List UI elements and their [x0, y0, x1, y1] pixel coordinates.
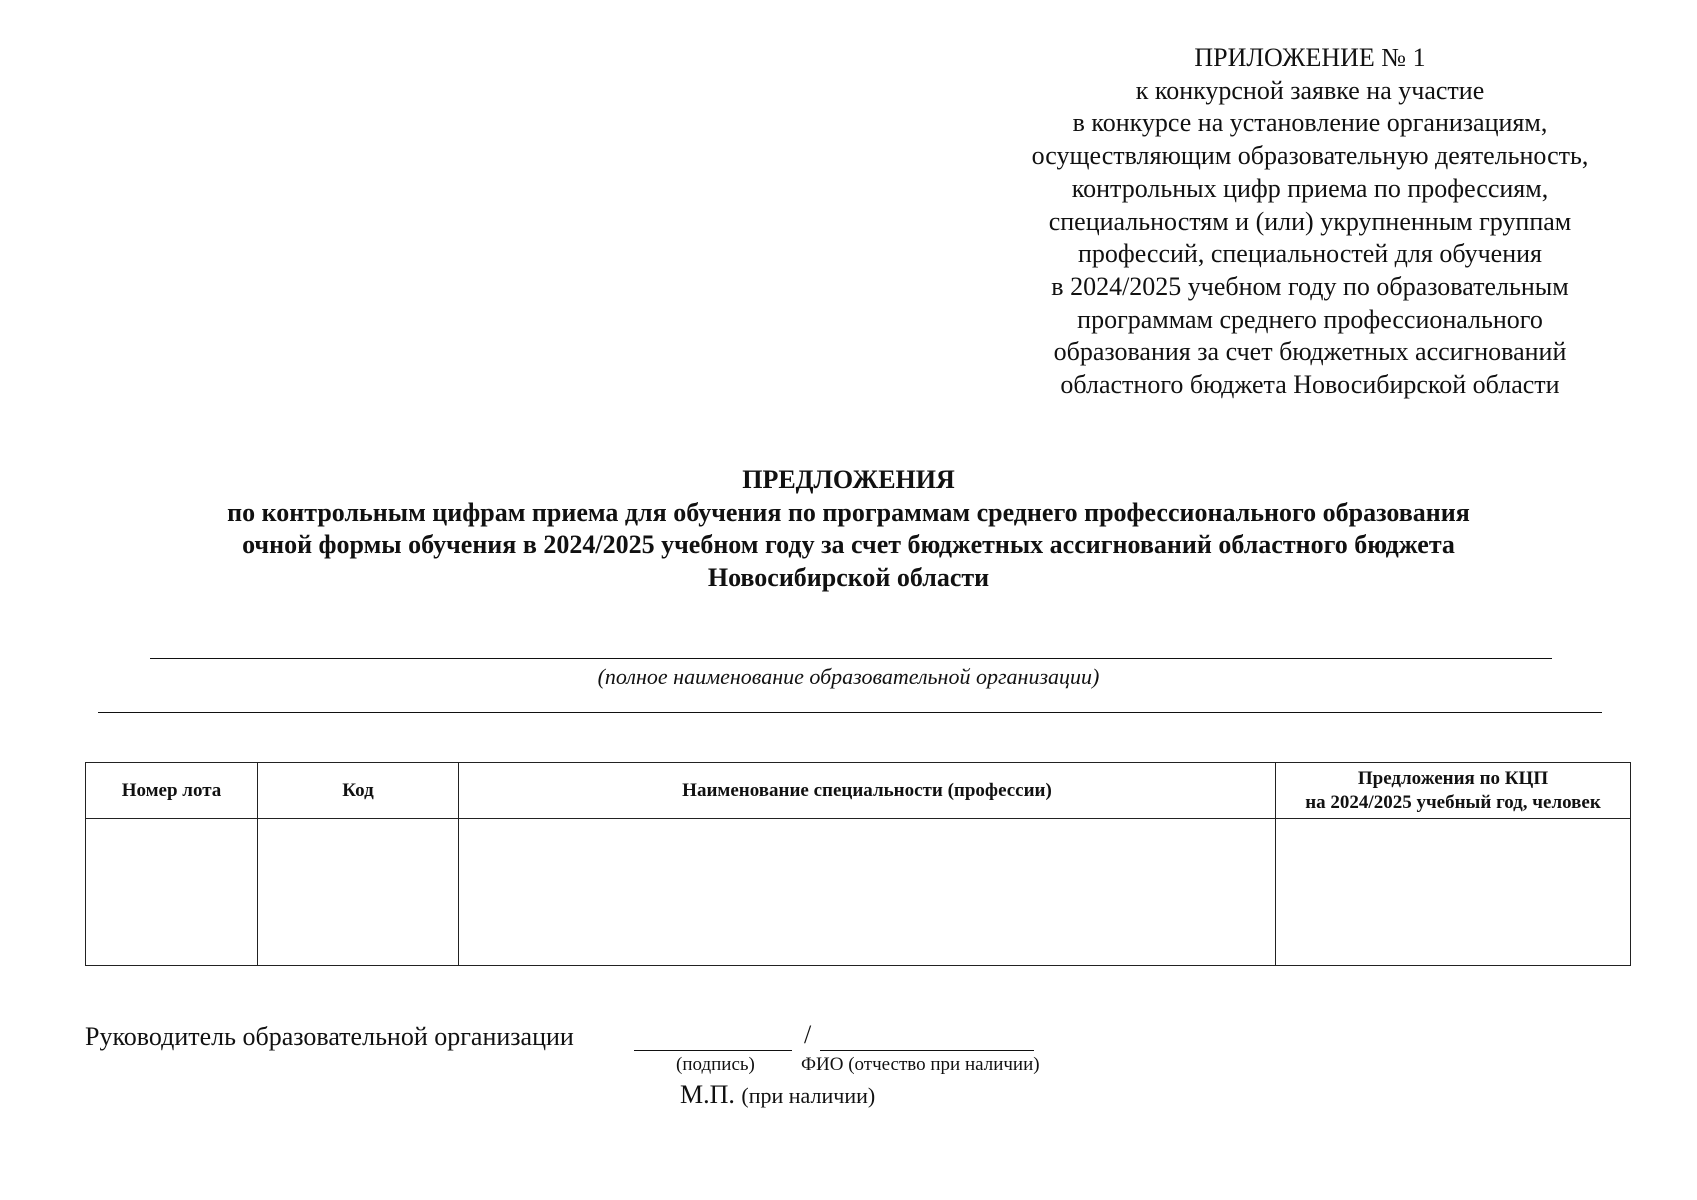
stamp-place	[680, 1080, 875, 1110]
cell-code[interactable]	[258, 819, 459, 966]
appendix-title: ПРИЛОЖЕНИЕ № 1	[1194, 43, 1426, 72]
header-proposal	[1276, 763, 1631, 819]
cell-lot-number[interactable]	[86, 819, 258, 966]
header-specialty-name: Наименование специальности (профессии)	[459, 763, 1276, 819]
header-lot-number: Номер лота	[86, 763, 258, 819]
document-title	[0, 464, 1697, 594]
title-heading: ПРЕДЛОЖЕНИЯ	[742, 465, 955, 494]
organization-name-line-2[interactable]	[98, 712, 1602, 713]
appendix-line: в конкурсе на установление организациям,	[1072, 108, 1548, 138]
stamp-label: М.П.	[680, 1080, 735, 1109]
appendix-line: контрольных цифр приема по профессиям,	[1071, 173, 1549, 203]
appendix-line: областного бюджета Новосибирской области	[1060, 370, 1560, 400]
signature-line[interactable]	[634, 1050, 792, 1051]
table-row	[86, 819, 1631, 966]
appendix-line: образования за счет бюджетных ассигнований	[1053, 337, 1567, 367]
signature-label: Руководитель образовательной организации	[85, 1022, 574, 1051]
header-proposal-line2: на 2024/2025 учебный год, человек	[1305, 791, 1601, 813]
header-proposal-line1: Предложения по КЦП	[1357, 767, 1549, 789]
signature-slash: /	[804, 1020, 812, 1049]
cell-specialty-name[interactable]	[459, 819, 1276, 966]
cell-proposal[interactable]	[1276, 819, 1631, 966]
appendix-line: программам среднего профессионального	[1077, 304, 1543, 334]
title-line: по контрольным цифрам приема для обучения по программам среднего профессионального образования	[227, 497, 1470, 527]
appendix-line: к конкурсной заявке на участие	[1135, 75, 1485, 105]
stamp-note: (при наличии)	[741, 1083, 876, 1108]
title-line: очной формы обучения в 2024/2025 учебном году за счет бюджетных ассигнований областного бюджета	[242, 530, 1455, 559]
appendix-line: осуществляющим образовательную деятельность,	[1031, 141, 1589, 171]
appendix-line: профессий, специальностей для обучения	[1077, 239, 1542, 269]
organization-caption: (полное наименование образовательной организации)	[597, 664, 1100, 689]
organization-name-line[interactable]	[150, 658, 1552, 659]
appendix-line: специальностям и (или) укрупненным группам	[1048, 206, 1572, 236]
name-caption: ФИО (отчество при наличии)	[801, 1054, 1040, 1075]
name-line[interactable]	[820, 1050, 1034, 1051]
signature-caption: (подпись)	[676, 1054, 755, 1075]
title-line: Новосибирской области	[707, 562, 990, 592]
header-code: Код	[258, 763, 459, 819]
lots-table	[85, 762, 1631, 966]
appendix-header	[960, 42, 1660, 402]
table-header-row	[86, 763, 1631, 819]
appendix-line: в 2024/2025 учебном году по образовательным	[1051, 271, 1569, 301]
